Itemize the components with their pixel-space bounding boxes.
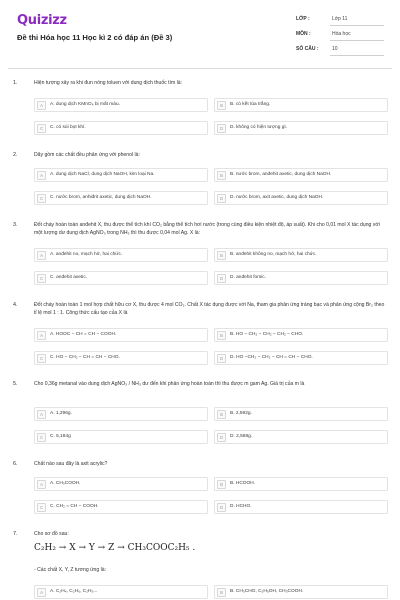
- option-letter: D: [217, 354, 226, 363]
- answer-option-c[interactable]: [34, 430, 208, 444]
- answer-option-a[interactable]: [34, 168, 208, 182]
- answer-option-a[interactable]: [34, 248, 208, 262]
- answer-option-a[interactable]: [34, 407, 208, 421]
- option-text: C. nước brom, anhiđrit axetic, dung dịch NaOH.: [50, 195, 152, 200]
- question-text: Cho sơ đồ sau:: [34, 531, 69, 537]
- option-letter: B: [217, 251, 226, 260]
- answer-option-d[interactable]: [214, 191, 388, 205]
- answer-option-b[interactable]: [214, 98, 388, 112]
- meta-value: Lớp 11: [332, 16, 348, 22]
- question-text: Cho 0,36g metanal vào dung dịch AgNO₃ / NH₃ dư đến khi phản ứng hoàn toàn thì thu được m gam Ag. Giá trị của m là: [34, 381, 305, 387]
- answer-option-c[interactable]: [34, 191, 208, 205]
- option-letter: A: [37, 101, 46, 110]
- option-letter: D: [217, 274, 226, 283]
- option-letter: B: [217, 480, 226, 489]
- meta-class: [296, 12, 384, 27]
- option-letter: D: [217, 503, 226, 512]
- meta-subject: [296, 27, 384, 42]
- meta-label: SỐ CÂU :: [296, 46, 319, 52]
- worksheet-title: Đề thi Hóa học 11 Học kì 2 có đáp án (Đề 3): [17, 33, 173, 42]
- question-number: 5.: [13, 381, 18, 387]
- option-letter: A: [37, 410, 46, 419]
- question-text: Đốt cháy hoàn toàn 1 mol hợp chất hữu cơ X, thu được 4 mol CO₂. Chất X tác dụng được với Na, tham gia phản ứng tráng bạc và phản ứng cộng Br₂ theo tỉ lệ mol 1 : 1. Công thức cấu tạo của X là: [34, 302, 385, 316]
- option-text: A. dung dịch NaCl, dung dịch NaOH, kim loại Na.: [50, 172, 155, 177]
- option-text: D. không có hiện tượng gì.: [230, 125, 288, 130]
- option-letter: B: [217, 410, 226, 419]
- answer-option-c[interactable]: [34, 351, 208, 365]
- answer-option-d[interactable]: [214, 271, 388, 285]
- reaction-scheme: C₂H₂ → X → Y → Z → CH₃COOC₂H₅ .: [34, 543, 196, 553]
- question-text: Dãy gồm các chất đều phản ứng với phenol là:: [34, 152, 140, 158]
- question-subtext: - Các chất X, Y, Z tương ứng là:: [34, 567, 106, 573]
- option-letter: C: [37, 354, 46, 363]
- option-text: A. dung dịch KMnO₄ bị mất màu.: [50, 102, 120, 107]
- answer-option-c[interactable]: [34, 271, 208, 285]
- answer-option-b[interactable]: [214, 477, 388, 491]
- option-text: A. CH₃COOH.: [50, 481, 81, 486]
- option-letter: C: [37, 194, 46, 203]
- option-text: B. anđehit không no, mạch hở, hai chức.: [230, 252, 317, 257]
- option-text: A. HOOC − CH = CH − COOH.: [50, 332, 117, 337]
- option-text: D. anđehit fomic.: [230, 275, 266, 280]
- option-text: C. anđehit axetic.: [50, 275, 88, 280]
- answer-option-a[interactable]: [34, 585, 208, 599]
- question-number: 3.: [13, 222, 18, 228]
- question-text: Đốt cháy hoàn toàn anđehit X, thu được thể tích khí CO₂ bằng thể tích hơi nước (trong cùng điều kiện nhiệt độ, áp suất). Khi cho 0,01 mol X tác dụng với một lượng dư dung dịch AgNO₃ trong NH₃ thì thu được 0,04 mol Ag. X là:: [34, 222, 380, 236]
- question-text: Hiện tượng xảy ra khi đun nóng toluen với dung dịch thuốc tím là:: [34, 80, 182, 86]
- option-text: D. 2,568g.: [230, 434, 253, 439]
- answer-option-b[interactable]: [214, 168, 388, 182]
- meta-value: 10: [332, 46, 338, 52]
- option-letter: A: [37, 171, 46, 180]
- worksheet-meta: [296, 12, 384, 57]
- meta-underline: [330, 55, 384, 56]
- answer-option-d[interactable]: [214, 430, 388, 444]
- question-text: Chất nào sau đây là axit acrylic?: [34, 461, 108, 467]
- header-divider: [8, 68, 392, 69]
- answer-option-c[interactable]: [34, 500, 208, 514]
- option-letter: A: [37, 331, 46, 340]
- option-letter: B: [217, 588, 226, 597]
- answer-option-a[interactable]: [34, 98, 208, 112]
- option-text: C. có sủi bọt khí.: [50, 125, 86, 130]
- option-letter: D: [217, 194, 226, 203]
- meta-underline: [330, 40, 384, 41]
- option-letter: D: [217, 124, 226, 133]
- worksheet-header: [0, 0, 400, 66]
- option-letter: D: [217, 433, 226, 442]
- option-text: D. HCHO.: [230, 504, 252, 509]
- option-text: C. 5,184g: [50, 434, 71, 439]
- option-text: B. nước brom, anđehit axetic, dung dịch NaOH.: [230, 172, 332, 177]
- answer-option-a[interactable]: [34, 477, 208, 491]
- answer-option-b[interactable]: [214, 585, 388, 599]
- answer-option-a[interactable]: [34, 328, 208, 342]
- option-text: B. HO − CH₂ − CH₂ − CH₂ − CHO.: [230, 332, 304, 337]
- option-text: D. nước brom, axit axetic, dung dịch NaOH.: [230, 195, 324, 200]
- question-number: 2.: [13, 152, 18, 158]
- option-letter: A: [37, 251, 46, 260]
- option-text: C. CH₂ = CH − COOH.: [50, 504, 99, 509]
- meta-label: MÔN :: [296, 31, 311, 37]
- option-text: A. anđehit no, mạch hở, hai chức.: [50, 252, 123, 257]
- option-letter: C: [37, 274, 46, 283]
- option-letter: B: [217, 171, 226, 180]
- option-letter: A: [37, 588, 46, 597]
- answer-option-d[interactable]: [214, 351, 388, 365]
- option-letter: A: [37, 480, 46, 489]
- option-text: B. có kết tủa trắng.: [230, 102, 271, 107]
- answer-option-d[interactable]: [214, 121, 388, 135]
- question-number: 1.: [13, 80, 18, 86]
- option-letter: B: [217, 101, 226, 110]
- meta-underline: [330, 25, 384, 26]
- option-text: B. 2,592g.: [230, 411, 252, 416]
- question-number: 4.: [13, 302, 18, 308]
- question-number: 6.: [13, 461, 18, 467]
- question-number: 7.: [13, 531, 18, 537]
- option-text: D. HO −CH₂ − CH₂ − CH = CH − CHO.: [230, 355, 313, 360]
- option-letter: C: [37, 503, 46, 512]
- option-text: B. HCOOH.: [230, 481, 256, 486]
- option-text: A. 1,296g.: [50, 411, 72, 416]
- option-letter: C: [37, 433, 46, 442]
- meta-value: Hóa học: [332, 31, 351, 37]
- answer-option-b[interactable]: [214, 328, 388, 342]
- answer-option-c[interactable]: [34, 121, 208, 135]
- option-text: B. CH₃CHO, C₂H₅OH, CH₃COOH.: [230, 589, 304, 594]
- option-letter: C: [37, 124, 46, 133]
- answer-option-b[interactable]: [214, 248, 388, 262]
- answer-option-b[interactable]: [214, 407, 388, 421]
- quizizz-logo: Quizizz: [17, 13, 67, 28]
- option-text: A. C₂H₄, C₂H₆, C₂H₅...: [50, 589, 98, 594]
- option-text: C. HO − CH₂ − CH = CH − CHO.: [50, 355, 120, 360]
- meta-label: LỚP :: [296, 16, 310, 22]
- option-letter: B: [217, 331, 226, 340]
- answer-option-d[interactable]: [214, 500, 388, 514]
- meta-question-count: [296, 42, 384, 57]
